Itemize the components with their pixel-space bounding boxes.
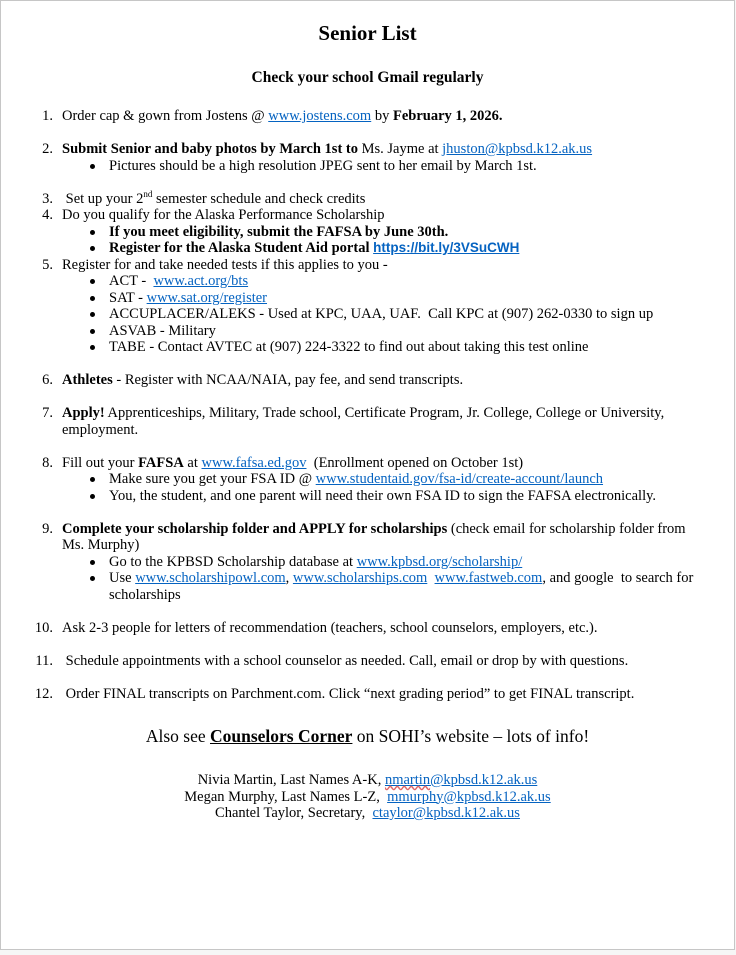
list-item-9 bbox=[31, 521, 706, 604]
contact-line bbox=[1, 789, 734, 806]
link-www-act-org-bts[interactable]: www.act.org/bts bbox=[153, 273, 249, 289]
list-item-12 bbox=[31, 686, 706, 703]
text-run: Order FINAL transcripts on Parchment.com. Click “next grading period” to get FINAL transcript. bbox=[62, 685, 635, 702]
text-run: Set up your 2 bbox=[62, 190, 144, 207]
list-item-11 bbox=[31, 653, 706, 670]
text-run: FAFSA bbox=[138, 454, 184, 471]
bullet-item bbox=[62, 554, 706, 571]
bullet-item bbox=[62, 339, 706, 356]
bullet-dot-icon bbox=[90, 312, 95, 317]
text-run: If you meet eligibility, submit the FAFSA by June 30th. bbox=[109, 223, 449, 240]
text-run: February 1, 2026. bbox=[392, 108, 503, 124]
text-run: Go to the KPBSD Scholarship database at bbox=[109, 553, 357, 570]
list-item-2 bbox=[31, 141, 706, 174]
link-www-fafsa-ed-gov[interactable]: www.fafsa.ed.gov bbox=[201, 454, 307, 471]
bullet-item bbox=[62, 471, 706, 488]
item-number: 7. bbox=[42, 405, 53, 421]
bullet-dot-icon bbox=[90, 560, 95, 565]
bullet-text bbox=[109, 554, 706, 571]
bullet-text bbox=[109, 570, 706, 603]
text-run: Order cap & gown from Jostens @ bbox=[62, 108, 269, 124]
text-run: on SOHI’s website – lots of info! bbox=[352, 726, 590, 746]
text-run: nd bbox=[143, 188, 153, 199]
item-text bbox=[62, 372, 706, 389]
text-run: Do you qualify for the Alaska Performance Scholarship bbox=[62, 207, 385, 223]
link-www-studentaid-gov-fsa-id-create-account-launch[interactable]: www.studentaid.gov/fsa-id/create-account/launch bbox=[315, 471, 604, 487]
bullet-text bbox=[109, 273, 706, 290]
bullet-dot-icon bbox=[90, 576, 95, 581]
text-run: Complete your scholarship folder and APPLY for scholarships bbox=[62, 520, 448, 537]
text-run: ACT - bbox=[109, 273, 154, 289]
item-number: 8. bbox=[42, 454, 53, 471]
item-number: 5. bbox=[42, 256, 53, 273]
link-mmurphy-kpbsd-k12-ak-us[interactable]: mmurphy@kpbsd.k12.ak.us bbox=[387, 788, 551, 805]
link-nmartin[interactable] bbox=[385, 772, 430, 788]
list-item-6 bbox=[31, 372, 706, 389]
bullet-item bbox=[62, 570, 706, 603]
text-run: Nivia Martin, Last Names A-K, bbox=[197, 772, 385, 788]
text-run: You, the student, and one parent will need their own FSA ID to sign the FAFSA electronically. bbox=[109, 487, 657, 504]
text-run: Use bbox=[109, 570, 136, 586]
text-run: Register for the Alaska Student Aid portal bbox=[109, 240, 374, 256]
text-run: Counselors Corner bbox=[210, 726, 353, 746]
item-text bbox=[62, 405, 706, 438]
text-run: , bbox=[285, 570, 293, 586]
text-run: Ask 2-3 people for letters of recommendation (teachers, school counselors, employers, etc.). bbox=[62, 619, 598, 636]
item-number: 9. bbox=[42, 520, 53, 537]
text-run: Megan Murphy, Last Names L-Z, bbox=[184, 788, 388, 805]
doc-subtitle: Check your school Gmail regularly bbox=[251, 69, 484, 86]
text-run: Submit Senior and baby photos by March 1st to bbox=[62, 141, 362, 157]
text-run: Fill out your bbox=[62, 454, 139, 471]
link-www-scholarships-com[interactable]: www.scholarships.com bbox=[292, 570, 428, 586]
text-run: at bbox=[183, 454, 202, 471]
item-number: 10. bbox=[34, 619, 53, 636]
bullet-text bbox=[109, 240, 706, 257]
link-https-bit-ly-3vsucwh[interactable]: https://bit.ly/3VSuCWH bbox=[373, 240, 520, 255]
bullet-dot-icon bbox=[90, 246, 95, 251]
item-number: 1. bbox=[42, 108, 53, 124]
link-ctaylor-kpbsd-k12-ak-us[interactable]: ctaylor@kpbsd.k12.ak.us bbox=[372, 805, 520, 821]
text-run: TABE - Contact AVTEC at (907) 224-3322 to find out about taking this test online bbox=[109, 339, 589, 355]
item-text bbox=[62, 141, 706, 158]
item-text bbox=[62, 108, 706, 125]
bullet-dot-icon bbox=[90, 296, 95, 301]
contact-line bbox=[1, 772, 734, 789]
bullet-item bbox=[62, 224, 706, 241]
bullet-dot-icon bbox=[90, 477, 95, 482]
link-kpbsd-k12-ak-us[interactable]: @kpbsd.k12.ak.us bbox=[430, 772, 538, 788]
item-number: 2. bbox=[42, 141, 53, 157]
item-text bbox=[62, 207, 706, 224]
list-item-7 bbox=[31, 405, 706, 438]
bullet-text bbox=[109, 224, 706, 241]
list-item-4 bbox=[31, 207, 706, 257]
text-run: semester schedule and check credits bbox=[152, 190, 366, 207]
bullet-text bbox=[109, 323, 706, 340]
list-item-10 bbox=[31, 620, 706, 637]
item-text bbox=[62, 521, 706, 554]
text-run: Apprenticeships, Military, Trade school, Certificate Program, Jr. College, College or University, employment. bbox=[62, 405, 668, 438]
text-run: (check email for scholarship folder from Ms. Murphy) bbox=[62, 520, 690, 553]
bullet-item bbox=[62, 290, 706, 307]
text-run: Apply! bbox=[62, 405, 105, 421]
text-run: Pictures should be a high resolution JPEG sent to her email by March 1st. bbox=[109, 157, 537, 174]
bullet-item bbox=[62, 273, 706, 290]
text-run: ACCUPLACER/ALEKS - Used at KPC, UAA, UAF. Call KPC at (907) 262-0330 to sign up bbox=[109, 306, 654, 322]
bullet-dot-icon bbox=[90, 279, 95, 284]
list-item-5 bbox=[31, 257, 706, 356]
bullet-text bbox=[109, 471, 706, 488]
link-www-sat-org-register[interactable]: www.sat.org/register bbox=[146, 289, 268, 306]
bullet-dot-icon bbox=[90, 164, 95, 169]
text-run: SAT - bbox=[109, 289, 147, 306]
misspelled-text: nmartin bbox=[384, 772, 431, 788]
item-number: 12. bbox=[34, 685, 53, 702]
bullet-text bbox=[109, 306, 706, 323]
text-run: , and google to search for scholarships bbox=[109, 570, 697, 603]
bullet-dot-icon bbox=[90, 494, 95, 499]
text-run: ASVAB - Military bbox=[109, 322, 216, 339]
bullet-item bbox=[62, 306, 706, 323]
counselor-contacts bbox=[1, 772, 734, 822]
item-number: 11. bbox=[35, 652, 53, 669]
item-number: 4. bbox=[42, 207, 53, 223]
text-run bbox=[427, 570, 434, 586]
senior-checklist bbox=[1, 108, 734, 702]
bullet-text bbox=[109, 339, 706, 356]
link-www-scholarshipowl-com[interactable]: www.scholarshipowl.com bbox=[135, 570, 286, 586]
bullet-text bbox=[109, 158, 706, 175]
link-jhuston-kpbsd-k12-ak-us[interactable]: jhuston@kpbsd.k12.ak.us bbox=[442, 141, 593, 157]
bullet-item bbox=[62, 323, 706, 340]
bullet-item bbox=[62, 158, 706, 175]
list-item-8 bbox=[31, 455, 706, 505]
text-run: Make sure you get your FSA ID @ bbox=[109, 471, 316, 487]
link-www-fastweb-com[interactable]: www.fastweb.com bbox=[434, 570, 543, 586]
text-run: Athletes bbox=[62, 372, 113, 388]
bullet-text bbox=[109, 488, 706, 505]
list-item-3 bbox=[31, 188, 706, 208]
bullet-dot-icon bbox=[90, 345, 95, 350]
list-item-1 bbox=[31, 108, 706, 125]
item-number: 3. bbox=[42, 190, 53, 207]
bullet-item bbox=[62, 488, 706, 505]
bullet-text bbox=[109, 290, 706, 307]
item-number: 6. bbox=[42, 372, 53, 388]
bullet-dot-icon bbox=[90, 329, 95, 334]
link-www-kpbsd-org-scholarship[interactable]: www.kpbsd.org/scholarship/ bbox=[356, 553, 523, 570]
item-text bbox=[62, 188, 706, 208]
text-run: - Register with NCAA/NAIA, pay fee, and send transcripts. bbox=[112, 372, 464, 388]
contact-line bbox=[1, 805, 734, 822]
text-run: Schedule appointments with a school counselor as needed. Call, email or drop by with questions. bbox=[62, 652, 629, 669]
text-run: by bbox=[371, 108, 393, 124]
text-run: Register for and take needed tests if this applies to you - bbox=[62, 256, 388, 273]
text-run: Ms. Jayme at bbox=[361, 141, 443, 157]
item-text bbox=[62, 455, 706, 472]
text-run: Also see bbox=[145, 726, 210, 746]
text-run: Chantel Taylor, Secretary, bbox=[215, 805, 373, 821]
item-text bbox=[62, 257, 706, 274]
bullet-item bbox=[62, 240, 706, 257]
closing-note bbox=[1, 726, 734, 746]
item-text bbox=[62, 620, 706, 637]
bullet-dot-icon bbox=[90, 230, 95, 235]
link-www-jostens-com[interactable]: www.jostens.com bbox=[268, 108, 372, 124]
doc-title: Senior List bbox=[318, 21, 417, 45]
item-text bbox=[62, 686, 706, 703]
item-text bbox=[62, 653, 706, 670]
text-run: (Enrollment opened on October 1st) bbox=[306, 454, 524, 471]
